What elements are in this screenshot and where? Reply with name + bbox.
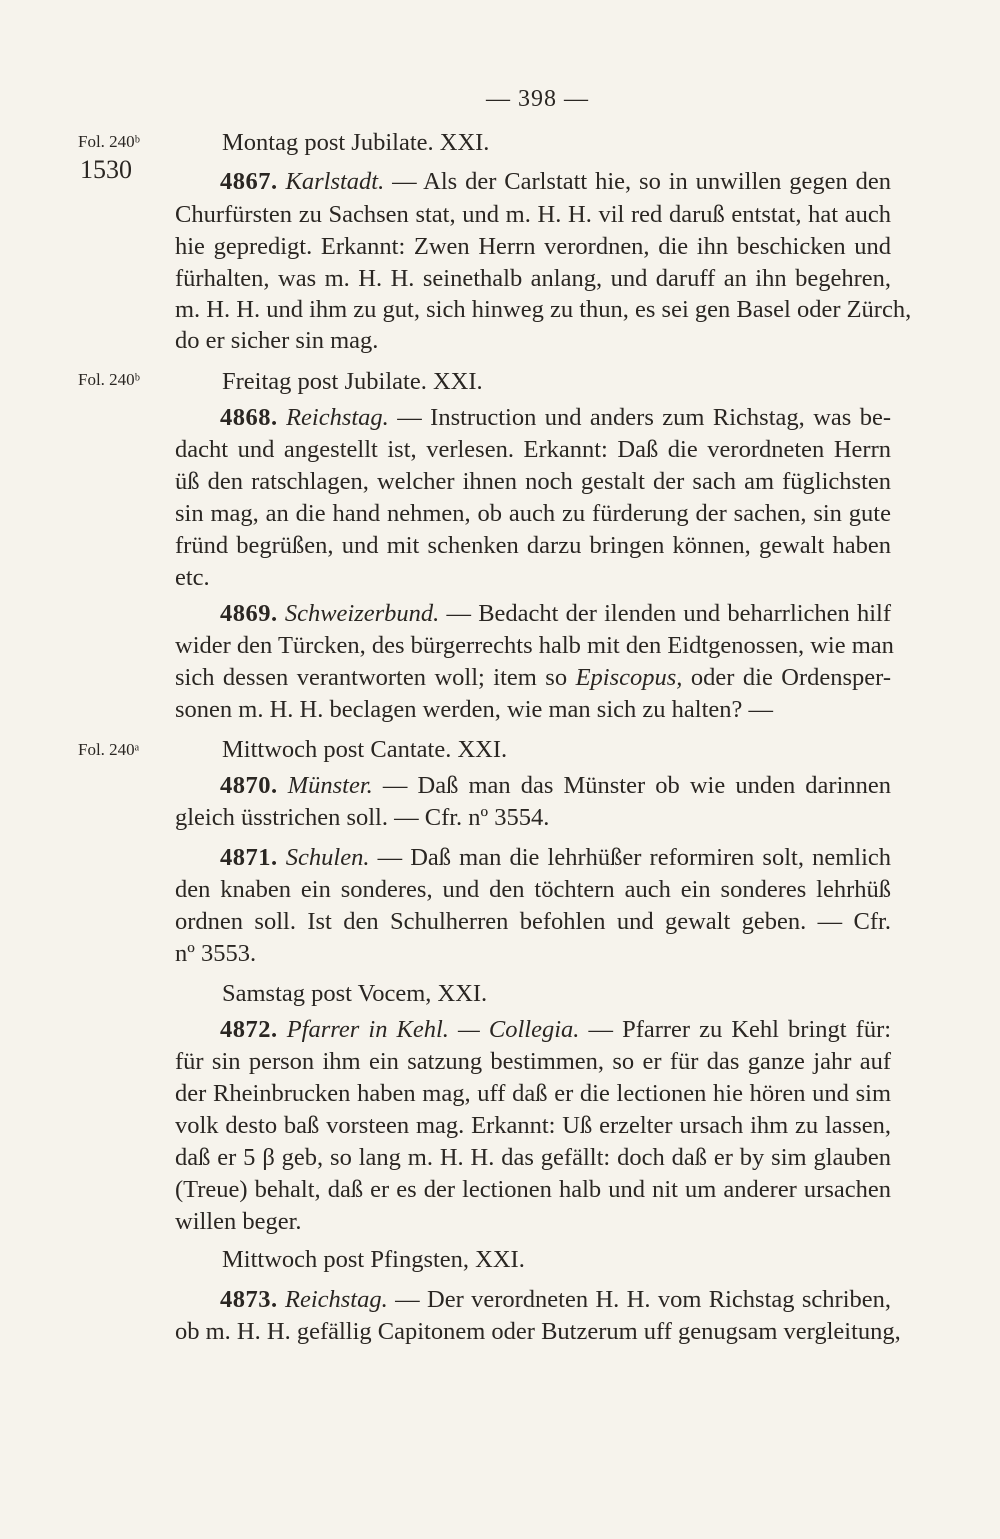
text-line: (Treue) behalt, daß er es der lectionen halb und nit um anderer ursachen: [175, 1176, 891, 1203]
text-line: wider den Türcken, des bürgerrechts halb mit den Eidtgenossen, wie man: [175, 632, 894, 659]
text-line: dacht und angestellt ist, verlesen. Erkannt: Daß die verordneten Herrn: [175, 436, 891, 463]
margin-year: 1530: [80, 155, 132, 184]
page-number: — 398 —: [486, 86, 589, 112]
text-line: sonen m. H. H. beclagen werden, wie man sich zu halten? —: [175, 696, 774, 723]
entry-number: 4872.: [220, 1016, 278, 1043]
entry-keyword: Reichstag.: [286, 404, 389, 431]
entry-4872-first-line: [220, 1014, 891, 1046]
entry-4867-first-line: [220, 166, 891, 198]
text-line: üß den ratschlagen, welcher ihnen noch gestalt der sach am füglichsten: [175, 468, 891, 495]
text-line: hie gepredigt. Erkannt: Zwen Herrn verordnen, die ihn beschicken und: [175, 233, 891, 260]
text-line: der Rheinbrucken haben mag, uff daß er die lectionen hie hören und sim: [175, 1080, 891, 1107]
margin-folio-note: Fol. 240ᵃ: [78, 740, 140, 759]
text-run: oder die Ordensper-: [690, 664, 892, 691]
text-run: — Instruction und anders zum Richstag, was be-: [397, 404, 892, 431]
text-line: m. H. H. und ihm zu gut, sich hinweg zu thun, es sei gen Basel oder Zürch,: [175, 296, 912, 323]
entry-4871-first-line: [220, 842, 891, 874]
text-line: [175, 662, 891, 694]
text-run: — Als der Carlstatt hie, so in unwillen gegen den: [392, 168, 892, 195]
date-heading: Samstag post Vocem, XXI.: [222, 980, 488, 1007]
date-heading: Montag post Jubilate. XXI.: [222, 129, 490, 156]
entry-keyword: Münster.: [287, 772, 373, 799]
date-heading: Freitag post Jubilate. XXI.: [222, 368, 483, 395]
entry-4869-first-line: [220, 598, 891, 630]
entry-4873-first-line: [220, 1284, 891, 1316]
entry-keyword: Schulen.: [285, 844, 370, 871]
text-line: willen beger.: [175, 1208, 302, 1235]
entry-4870-first-line: [220, 770, 891, 802]
text-line: etc.: [175, 564, 210, 591]
date-heading: Mittwoch post Pfingsten, XXI.: [222, 1246, 525, 1273]
text-run: — Daß man das Münster ob wie unden darinnen: [382, 772, 892, 799]
entry-number: 4873.: [220, 1286, 278, 1313]
text-line: fründ begrüßen, und mit schenken darzu bringen können, gewalt haben: [175, 532, 891, 559]
text-line: sin mag, an die hand nehmen, ob auch zu fürderung der sachen, sin gute: [175, 500, 891, 527]
text-line: Churfürsten zu Sachsen stat, und m. H. H. vil red daruß entstat, hat auch: [175, 201, 891, 228]
text-line: für sin person ihm ein satzung bestimmen, so er für das ganze jahr auf: [175, 1048, 891, 1075]
margin-folio-note: Fol. 240ᵇ: [78, 132, 140, 151]
text-line: gleich üsstrichen soll. — Cfr. nº 3554.: [175, 804, 550, 831]
text-line: nº 3553.: [175, 940, 257, 967]
text-run: — Daß man die lehrhüßer reformiren solt, nemlich: [377, 844, 892, 871]
entry-number: 4867.: [220, 168, 278, 195]
text-line: do er sicher sin mag.: [175, 327, 379, 354]
entry-number: 4869.: [220, 600, 278, 627]
entry-number: 4870.: [220, 772, 278, 799]
latin-term: Episcopus,: [575, 664, 683, 691]
text-run: — Bedacht der ilenden und beharrlichen hilf: [446, 600, 892, 627]
date-heading: Mittwoch post Cantate. XXI.: [222, 736, 508, 763]
entry-number: 4871.: [220, 844, 278, 871]
margin-folio-note: Fol. 240ᵇ: [78, 370, 140, 389]
entry-keyword: Reichstag.: [285, 1286, 388, 1313]
text-run: sich dessen verantworten woll; item so: [175, 664, 568, 691]
text-line: den knaben ein sonderes, und den töchtern auch ein sonderes lehrhüß: [175, 876, 891, 903]
entry-keyword: Pfarrer in Kehl. — Collegia.: [286, 1016, 580, 1043]
entry-keyword: Karlstadt.: [285, 168, 385, 195]
text-line: ob m. H. H. gefällig Capitonem oder Butzerum uff genugsam vergleitung,: [175, 1318, 901, 1345]
text-line: fürhalten, was m. H. H. seinethalb anlang, und daruff an ihn begehren,: [175, 265, 891, 292]
text-run: — Pfarrer zu Kehl bringt für:: [588, 1016, 892, 1043]
entry-number: 4868.: [220, 404, 278, 431]
text-run: — Der verordneten H. H. vom Richstag schriben,: [395, 1286, 892, 1313]
text-line: daß er 5 β geb, so lang m. H. H. das gefällt: doch daß er by sim glauben: [175, 1144, 891, 1171]
text-line: ordnen soll. Ist den Schulherren befohlen und gewalt geben. — Cfr.: [175, 908, 891, 935]
entry-4868-first-line: [220, 402, 891, 434]
entry-keyword: Schweizerbund.: [284, 600, 440, 627]
text-line: volk desto baß vorsteen mag. Erkannt: Uß erzelter ursach ihm zu lassen,: [175, 1112, 891, 1139]
